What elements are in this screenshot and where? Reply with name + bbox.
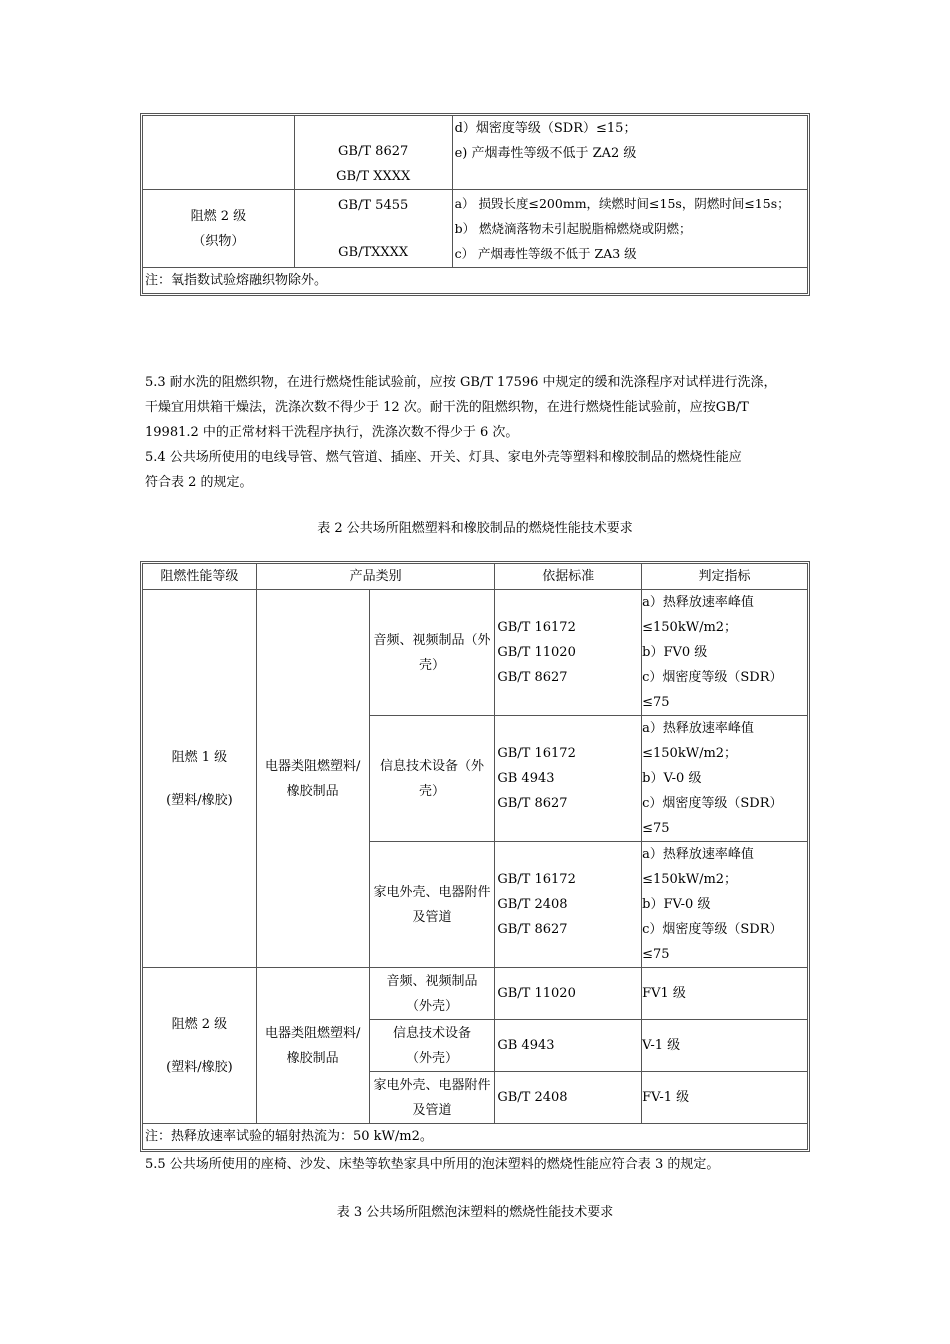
category-cell — [256, 968, 369, 1124]
grade: 阻燃 1 级 — [171, 749, 228, 765]
grade: (塑料/橡胶) — [166, 792, 233, 808]
grade: 阻燃 2 级 — [190, 208, 247, 224]
product: （外壳） — [405, 998, 458, 1014]
table-row — [143, 190, 808, 268]
standard: GB/T XXXX — [336, 169, 411, 184]
criteria-cell: V-1 级 — [642, 1020, 808, 1072]
criterion: c）烟密度等级（SDR）≤75 — [642, 670, 783, 710]
standards-cell — [495, 716, 642, 842]
paragraph-line: 5.5 公共场所使用的座椅、沙发、床垫等软垫家具中所用的泡沫塑料的燃烧性能应符合表 3 的规定。 — [145, 1157, 720, 1172]
paragraph-line: 5.3 耐水洗的阻燃织物，在进行燃烧性能试验前，应按 GB/T 17596 中规定的缓和洗涤程序对试样进行洗涤， — [145, 375, 777, 390]
product: 信息技术设备 — [392, 1025, 471, 1041]
paragraph-line: 干燥宜用烘箱干燥法，洗涤次数不得少于 12 次。耐干洗的阻燃织物，在进行燃烧性能试验前，应按GB/T — [145, 400, 749, 415]
table-row — [143, 968, 808, 1020]
criterion: a）热释放速率峰值 — [642, 847, 754, 862]
criteria-cell — [642, 842, 808, 968]
section-5-4 — [145, 445, 810, 495]
criteria-cell — [642, 716, 808, 842]
grade: 阻燃 2 级 — [171, 1016, 228, 1032]
criterion: b）FV0 级 — [642, 645, 708, 660]
product-cell — [369, 1020, 495, 1072]
header-grade: 阻燃性能等级 — [143, 564, 257, 590]
grade: （织物） — [192, 233, 245, 249]
standard: GB/T 16172 — [497, 872, 576, 887]
grade-cell — [143, 590, 257, 968]
standards-cell: GB/T 2408 — [495, 1072, 642, 1124]
paragraph-line: 符合表 2 的规定。 — [145, 475, 253, 490]
product: 家电外壳、电器附件 — [373, 884, 491, 900]
product: 及管道 — [412, 1102, 452, 1118]
standards-cell — [294, 190, 452, 268]
product: 音频、视频制品 — [386, 973, 478, 989]
section-5-5 — [145, 1152, 810, 1177]
table-note: 注：热释放速率试验的辐射热流为：50 kW/m2。 — [143, 1124, 808, 1150]
standard: GB/T 8627 — [497, 922, 568, 937]
standard: GB 4943 — [497, 771, 555, 786]
product-cell — [369, 842, 495, 968]
standard: GB/T 5455 — [338, 197, 409, 213]
header-standard: 依据标准 — [495, 564, 642, 590]
criteria-cell: FV-1 级 — [642, 1072, 808, 1124]
product-cell — [369, 968, 495, 1020]
header-category: 产品类别 — [256, 564, 495, 590]
table-2 — [142, 563, 808, 1150]
standards-cell: GB 4943 — [495, 1020, 642, 1072]
criterion: a） 损毁长度≤200mm，续燃时间≤15s，阴燃时间≤15s； — [454, 196, 790, 211]
product: 音频、视频制品（外 — [373, 632, 491, 648]
standard: GB/T 11020 — [497, 645, 576, 660]
criterion: c） 产烟毒性等级不低于 ZA3 级 — [454, 246, 637, 261]
table-note-row — [143, 1124, 808, 1150]
criterion: c）烟密度等级（SDR）≤75 — [642, 922, 783, 962]
grade: (塑料/橡胶) — [166, 1059, 233, 1075]
criterion: ≤150kW/m2； — [642, 620, 738, 635]
table-row — [143, 590, 808, 716]
paragraph-line: 5.4 公共场所使用的电线导管、燃气管道、插座、开关、灯具、家电外壳等塑料和橡胶制品的燃烧性能应 — [145, 450, 742, 465]
criteria-cell — [642, 590, 808, 716]
criterion: a）热释放速率峰值 — [642, 721, 754, 736]
product: 壳） — [418, 783, 445, 799]
paragraph-line: 19981.2 中的正常材料干洗程序执行，洗涤次数不得少于 6 次。 — [145, 425, 519, 440]
category-cell — [256, 590, 369, 968]
standard: GB/T 8627 — [497, 670, 568, 685]
criteria-cell — [452, 190, 807, 268]
product: 壳） — [418, 657, 445, 673]
product-cell — [369, 716, 495, 842]
product-cell — [369, 1072, 495, 1124]
standards-cell — [495, 842, 642, 968]
table-header-row — [143, 564, 808, 590]
table-3-caption: 表 3 公共场所阻燃泡沫塑料的燃烧性能技术要求 — [336, 1205, 614, 1220]
criterion: ≤150kW/m2； — [642, 746, 738, 761]
category: 电器类阻燃塑料/ — [264, 1025, 361, 1041]
grade-cell — [143, 968, 257, 1124]
criterion: ≤150kW/m2； — [642, 872, 738, 887]
criterion: b） 燃烧滴落物未引起脱脂棉燃烧或阴燃； — [454, 221, 692, 236]
standards-cell — [495, 590, 642, 716]
product-cell — [369, 590, 495, 716]
standards-cell — [294, 116, 452, 190]
table-note: 注：氧指数试验熔融织物除外。 — [143, 268, 808, 294]
standard: GB/T 2408 — [497, 897, 568, 912]
standard: GB/TXXXX — [338, 244, 409, 260]
criterion: b）FV-0 级 — [642, 897, 711, 912]
grade-cell — [143, 190, 295, 268]
table-row — [143, 116, 808, 190]
table-2-caption: 表 2 公共场所阻燃塑料和橡胶制品的燃烧性能技术要求 — [317, 521, 633, 536]
category: 电器类阻燃塑料/ — [264, 758, 361, 774]
product: 及管道 — [412, 909, 452, 925]
criteria-cell: FV1 级 — [642, 968, 808, 1020]
table-1 — [142, 115, 808, 294]
table-note-row — [143, 268, 808, 294]
product: 信息技术设备（外 — [379, 758, 484, 774]
criterion: c）烟密度等级（SDR）≤75 — [642, 796, 783, 836]
standard: GB/T 16172 — [497, 746, 576, 761]
grade-cell — [143, 116, 295, 190]
standard: GB/T 8627 — [338, 144, 409, 159]
header-criteria: 判定指标 — [642, 564, 808, 590]
product: （外壳） — [405, 1050, 458, 1066]
criterion: e) 产烟毒性等级不低于 ZA2 级 — [454, 146, 637, 161]
standard: GB/T 16172 — [497, 620, 576, 635]
criterion: a）热释放速率峰值 — [642, 595, 754, 610]
category: 橡胶制品 — [286, 1050, 339, 1066]
category: 橡胶制品 — [286, 783, 339, 799]
section-5-3 — [145, 370, 810, 445]
standards-cell: GB/T 11020 — [495, 968, 642, 1020]
criterion: b）V-0 级 — [642, 771, 702, 786]
criteria-cell — [452, 116, 807, 190]
criterion: d）烟密度等级（SDR）≤15； — [454, 121, 637, 136]
standard: GB/T 8627 — [497, 796, 568, 811]
product: 家电外壳、电器附件 — [373, 1077, 491, 1093]
